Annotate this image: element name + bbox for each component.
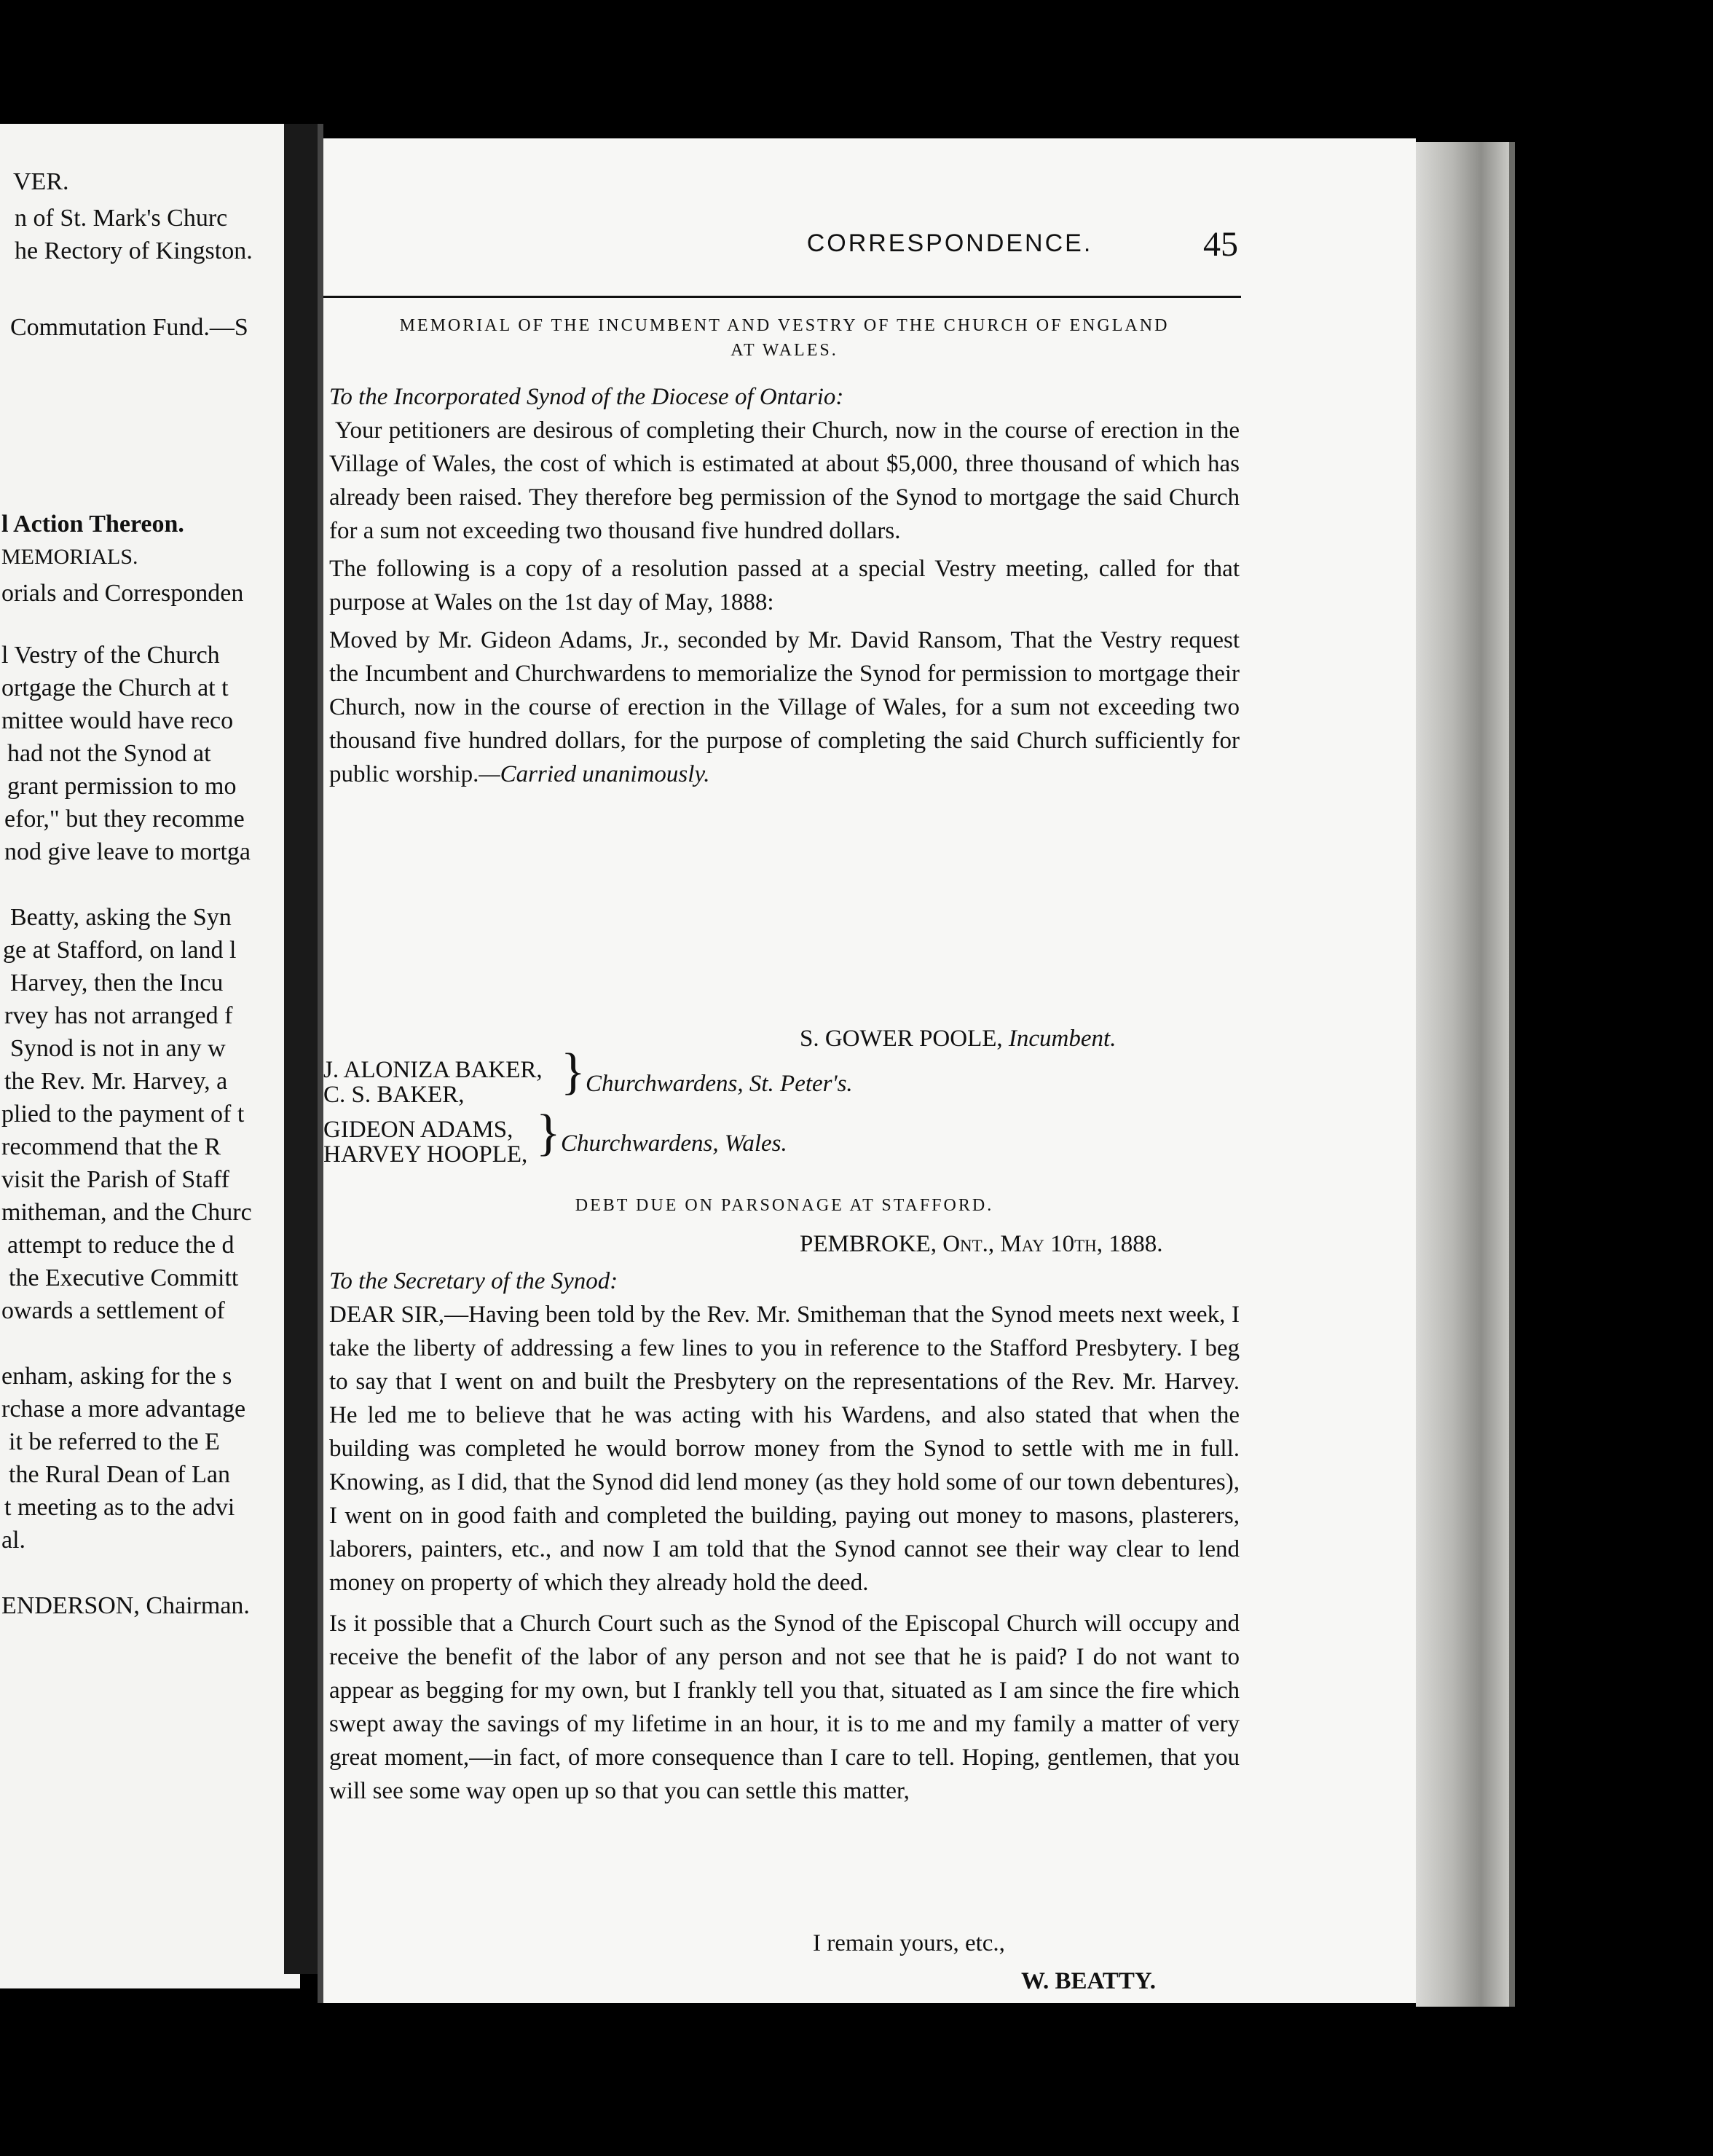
binding-gutter: [284, 124, 318, 1974]
incumbent-role: Incumbent.: [1008, 1026, 1117, 1052]
brace-2: }: [536, 1105, 561, 1161]
churchwarden-name-3: GIDEON ADAMS,: [323, 1117, 513, 1143]
left-page-line: Beatty, asking the Syn: [10, 904, 232, 931]
left-page-line: attempt to reduce the d: [7, 1232, 235, 1259]
left-page-line: he Rectory of Kingston.: [15, 237, 253, 264]
left-page-line: l Vestry of the Church: [1, 642, 220, 669]
incumbent-name: S. GOWER POOLE,: [800, 1026, 1003, 1052]
letter-dateline: PEMBROKE, Ont., May 10th, 1888.: [800, 1231, 1163, 1257]
left-page-line: enham, asking for the s: [1, 1363, 232, 1390]
left-page-line: Commutation Fund.—S: [10, 314, 248, 341]
left-page-line: Harvey, then the Incu: [10, 969, 224, 996]
left-page-line: it be referred to the E: [9, 1428, 220, 1455]
memorial-paragraph-2: The following is a copy of a resolution passed at a special Vestry meeting, called for that purpose at Wales on the 1st day of May, 1888:: [329, 556, 1240, 615]
header-rule: [323, 296, 1241, 298]
letter-salutation: To the Secretary of the Synod:: [329, 1268, 618, 1294]
running-header: CORRESPONDENCE.: [806, 229, 1093, 257]
memorial-body: [329, 380, 1240, 791]
left-page-line: the Rev. Mr. Harvey, a: [4, 1068, 228, 1095]
left-page-line: orials and Corresponden: [1, 580, 244, 607]
left-page-line: had not the Synod at: [7, 740, 211, 767]
left-page-line: n of St. Mark's Churc: [15, 205, 228, 232]
brace-1: }: [561, 1044, 586, 1100]
left-page-line: l Action Thereon.: [1, 511, 184, 538]
page-block-edge: [1416, 142, 1509, 2007]
left-page-line: rchase a more advantage: [1, 1396, 246, 1423]
left-page-line: al.: [1, 1527, 26, 1554]
left-page-line: visit the Parish of Staff: [1, 1166, 229, 1193]
binding-shadow: [318, 124, 323, 2003]
left-page-line: grant permission to mo: [7, 773, 237, 800]
letter-closing: I remain yours, etc.,: [813, 1930, 1005, 1956]
left-page-line: mittee would have reco: [1, 707, 234, 734]
page-block-shadow: [1509, 142, 1515, 2007]
memorial-paragraph-1: Your petitioners are desirous of completing their Church, now in the course of erection in the Village of Wales, the cost of which is estimated at about $5,000, three thousand of which has already been raised. They therefore beg permission of the Synod to mortgage the said Church for a sum not exceeding two thousand five hundred dollars.: [329, 417, 1240, 544]
left-page-line: the Executive Committ: [9, 1264, 239, 1291]
churchwarden-name-2: C. S. BAKER,: [323, 1082, 465, 1108]
memorial-heading: [329, 313, 1240, 363]
churchwarden-name-1: J. ALONIZA BAKER,: [323, 1057, 543, 1083]
letter-body: [329, 1264, 1240, 1808]
memorial-heading-line2: AT WALES.: [731, 341, 838, 360]
left-page-line: the Rural Dean of Lan: [9, 1461, 230, 1488]
incumbent-signature: [800, 1026, 1116, 1053]
left-page-line: nod give leave to mortga: [4, 838, 251, 865]
left-page-line: ge at Stafford, on land l: [3, 937, 237, 964]
left-page-line: ENDERSON, Chairman.: [1, 1592, 250, 1619]
left-page-line: efor," but they recomme: [4, 806, 245, 833]
letter-heading: [329, 1193, 1240, 1218]
resolution-result: —Carried unanimously.: [479, 761, 710, 787]
left-page-line: t meeting as to the advi: [4, 1494, 235, 1521]
letter-paragraph-1: DEAR SIR,—Having been told by the Rev. Mr. Smitheman that the Synod meets next week, I take the liberty of addressing a few lines to you in reference to the Stafford Presbytery. I beg to say that I went on and built the Presbytery on the representations of the Rev. Mr. Harvey. He led me to believe that he was acting with his Wardens, and also stated that when the building was completed he would borrow money from the Synod to settle with me in full. Knowing, as I did, that the Synod did lend money (as they hold some of our town debentures), I went on in good faith and completed the building, paying out money to masons, plasterers, laborers, painters, etc., and now I am told that the Synod cannot see their way clear to lend money on property of which they already hold the deed.: [329, 1302, 1240, 1596]
churchwarden-name-4: HARVEY HOOPLE,: [323, 1141, 528, 1168]
letter-paragraph-2: Is it possible that a Church Court such as the Synod of the Episcopal Church will occupy and receive the benefit of the labor of any person and not see that he is paid? I do not want to appear as begging for my own, but I frankly tell you that, situated as I am since the fire which swept away the savings of my lifetime in an hour, it is to me and my family a matter of very great moment,—in fact, of more consequence than I care to tell. Hoping, gentlemen, that you will see some way open up so that you can settle this matter,: [329, 1610, 1240, 1804]
left-page-line: ortgage the Church at t: [1, 674, 229, 701]
churchwardens-st-peters-role: Churchwardens, St. Peter's.: [586, 1071, 853, 1097]
churchwardens-wales-role: Churchwardens, Wales.: [561, 1130, 787, 1157]
churchwardens-wales: [323, 1117, 527, 1167]
churchwardens-st-peters: [323, 1058, 543, 1107]
right-page: [323, 138, 1416, 2003]
memorial-heading-line1: MEMORIAL OF THE INCUMBENT AND VESTRY OF THE CHURCH OF ENGLAND: [399, 316, 1170, 335]
page-number: 45: [1203, 225, 1238, 264]
left-page-line: plied to the payment of t: [1, 1101, 245, 1128]
left-page-line: VER.: [13, 168, 69, 195]
memorial-salutation: To the Incorporated Synod of the Diocese of Ontario:: [329, 384, 844, 410]
left-page-line: recommend that the R: [1, 1133, 221, 1160]
letter-title: DEBT DUE ON PARSONAGE AT STAFFORD.: [575, 1196, 994, 1215]
left-page-line: MEMORIALS.: [1, 545, 138, 569]
left-page-line: owards a settlement of: [1, 1297, 225, 1324]
letter-signature: W. BEATTY.: [1021, 1968, 1156, 1994]
left-page: [0, 124, 300, 1988]
left-page-line: mitheman, and the Churc: [1, 1199, 252, 1226]
left-page-line: Synod is not in any w: [10, 1035, 226, 1062]
resolution-text: Moved by Mr. Gideon Adams, Jr., seconded by Mr. David Ransom, That the Vestry request the Incumbent and Churchwardens to memorialize the Synod for permission to mortgage their Church, now in the course of erection in the Village of Wales, for a sum not exceeding two thousand five hundred dollars, for the purpose of completing the said Church sufficiently for public worship.: [329, 627, 1240, 787]
left-page-line: rvey has not arranged f: [4, 1002, 233, 1029]
memorial-paragraph-3: [329, 623, 1240, 791]
